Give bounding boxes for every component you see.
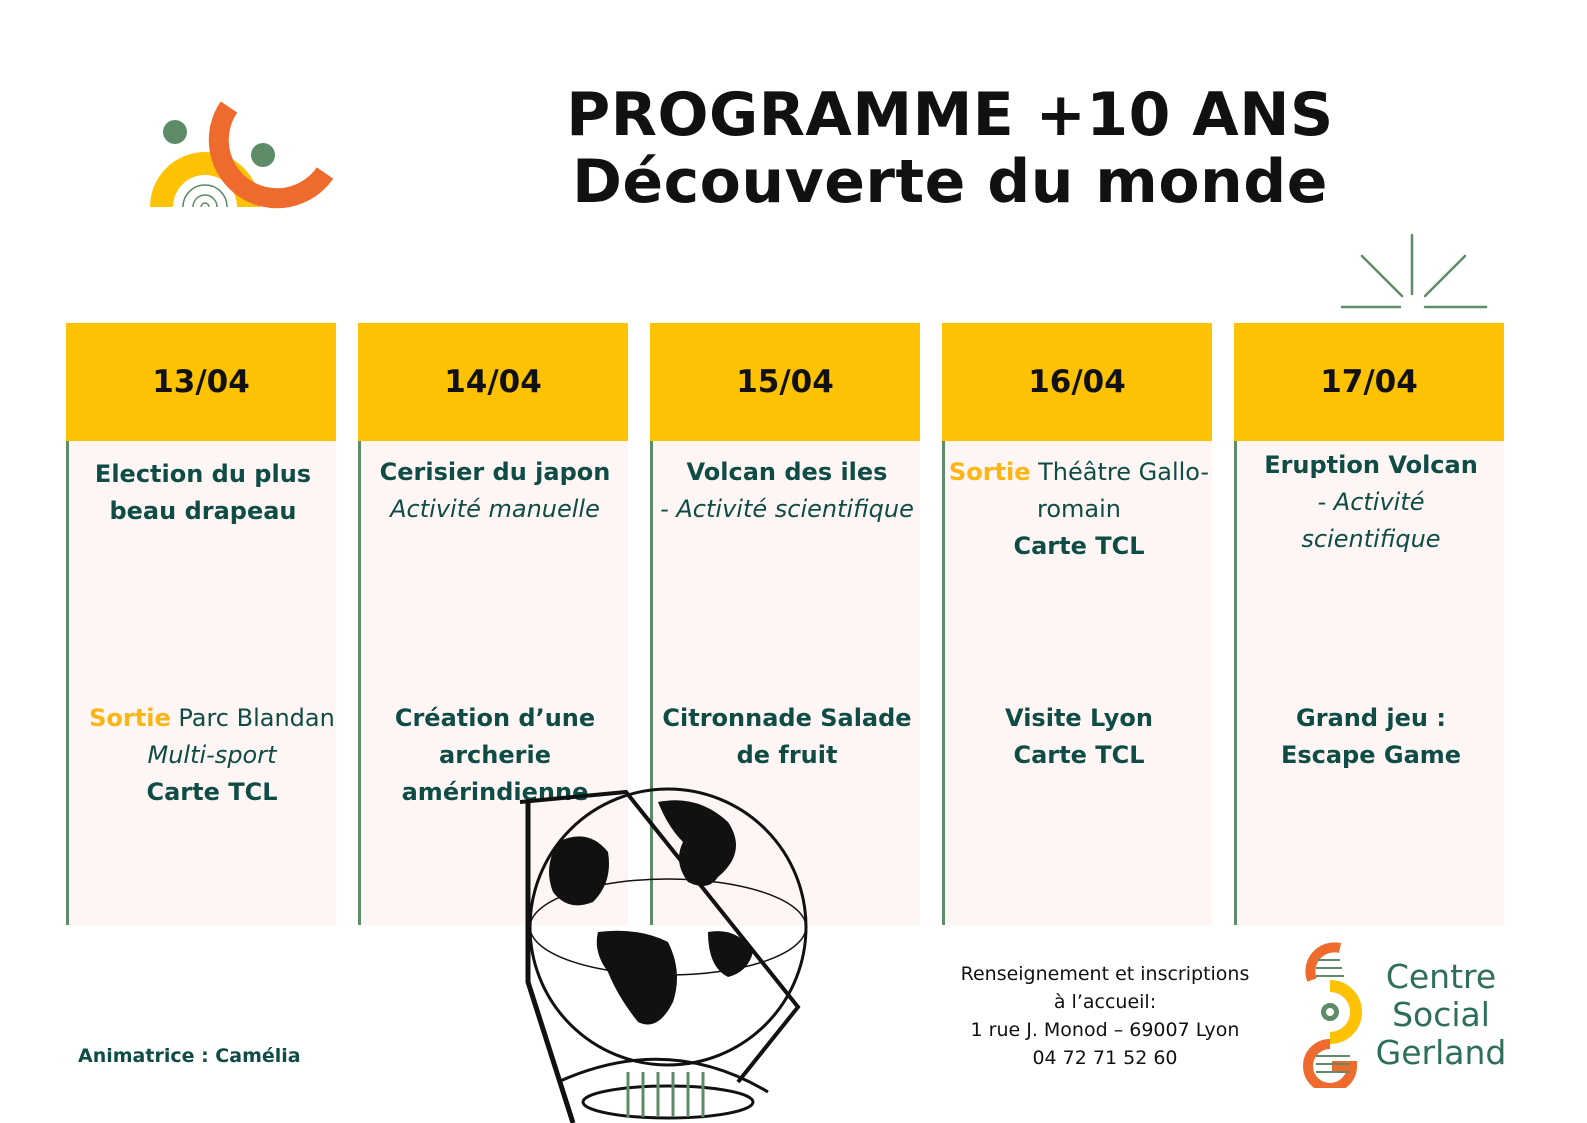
day-column-1 — [66, 323, 336, 925]
day-date: 13/04 — [66, 323, 336, 441]
day-date: 15/04 — [650, 323, 920, 441]
morning-activity: Eruption Volcan - Activité scientifique — [1264, 451, 1478, 553]
afternoon-activity: Citronnade Salade de fruit — [662, 704, 912, 769]
page-title — [560, 82, 1340, 216]
day-column-5 — [1234, 323, 1504, 925]
organization-logo-icon — [145, 95, 335, 215]
animatrice-label: Animatrice : Camélia — [78, 1045, 301, 1067]
day-date: 16/04 — [942, 323, 1212, 441]
morning-activity: Election du plus beau drapeau — [94, 460, 312, 525]
globe-illustration-icon — [498, 782, 818, 1123]
sortie-tag: Sortie — [948, 458, 1031, 486]
afternoon-activity: Sortie Parc Blandan Multi-sport Carte TCL — [89, 704, 335, 806]
afternoon-activity: Grand jeu : Escape Game — [1280, 704, 1462, 769]
contact-info: Renseignement et inscriptions à l’accueil: 1 rue J. Monod – 69007 Lyon 04 72 71 52 60 — [960, 963, 1250, 1069]
day-date: 17/04 — [1234, 323, 1504, 441]
morning-activity: Cerisier du japon Activité manuelle — [379, 458, 611, 523]
day-column-4 — [942, 323, 1212, 925]
centre-social-logo-icon — [1300, 940, 1370, 1088]
afternoon-activity: Visite Lyon Carte TCL — [1005, 704, 1153, 769]
morning-activity: Sortie Théâtre Gallo- romain Carte TCL — [948, 458, 1210, 560]
afternoon-activity: Création d’une archerie amérindienne — [394, 704, 596, 806]
day-date: 14/04 — [358, 323, 628, 441]
title-line-2: Découverte du monde — [572, 147, 1328, 218]
sunburst-icon — [1340, 232, 1490, 312]
morning-activity: Volcan des iles - Activité scientifique — [660, 458, 914, 523]
organization-name: Centre Social Gerland — [1375, 957, 1507, 1072]
title-line-1: PROGRAMME +10 ANS — [566, 80, 1334, 150]
sortie-tag: Sortie — [89, 704, 171, 732]
